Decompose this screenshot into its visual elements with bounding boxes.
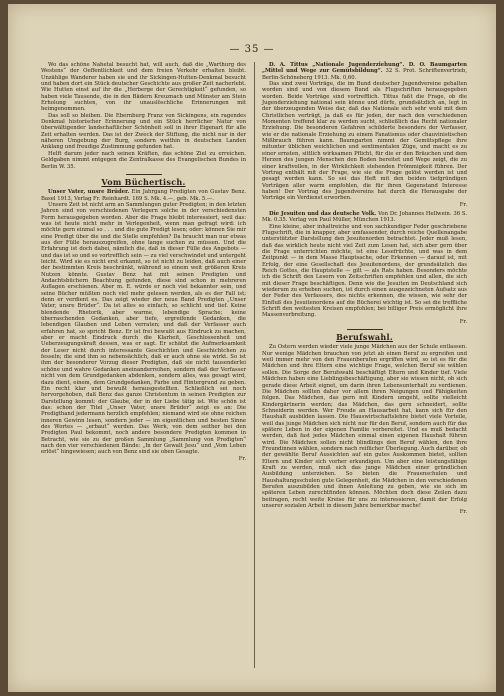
book-entry: [262, 62, 467, 81]
book-title: Die Jesuiten und das deutsche Volk.: [269, 210, 377, 217]
book-title: Unser Vater, unsre Brüder.: [48, 189, 130, 196]
paragraph: Das soll so bleiben. Die Ebernburg Franz von Sickingens, ein ragendes Denkmal historischer Erinnerung und ein Stück herrlicher Natur von überwältigender landschaftlicher Schönheit soll in ihrer Eigenart für alle Zeit erhalten werden. Das ist der Zweck der Stiftung, die nicht nur in der näheren Umgebung der Burg, sondern weithin in deutschen Landen Anklang und freudige Zustimmung gefunden hat.: [41, 112, 246, 151]
signature: Fr.: [459, 318, 467, 325]
book-details: Von Dr. Johannes Hellwein. 36 S. Mk. 0.35. Verlag von Paul Müller, München 1913.: [262, 210, 468, 224]
paragraph: Zu Ostern werden wieder viele junge Mädchen aus der Schule entlassen. Nur wenige Mädchen brauchen von jetzt ab einen Beruf zu ergreifen und weil immer mehr von den Frauenberufen ergriffen wird, so ist es für die Mädchen und ihre Eltern eine wichtige Frage, welchen Beruf sie wählen sollen. Die Sorge der Berufswahl beschäftigt Eltern und Kinder tief. Viele Mädchen haben eine Lieblingsbeschäftigung, aber sie wissen nicht, ob sich gerade diese Arbeit eignet, um darin ihren Lebensunterhalt zu verdienen. Die Mädchen sollten daher vor allem ihren Neigungen und Fähigkeiten folgen. Das Mädchen, das gern mit Kindern umgeht, sollte vielleicht Kindergärtnerin werden; das Mädchen, das gern schneidert, sollte Schneiderin werden. Wer Freude an Hausarbeit hat, kann sich für den Haushalt ausbilden lassen. Die Hauswirtschaftslehre bietet viele Vorteile, weil das junge Mädchen sich nicht nur für den Beruf, sondern auch für das spätere Leben in der eigenen Familie vorbereitet. Und es muß bedacht werden, daß fast jedes Mädchen einmal einen eigenen Haushalt führen wird. Die Mädchen sollen nicht blindlings den Beruf wählen, den ihre Freundinnen wählen, sondern nach reiflicher Überlegung. Auch darüber, ob der gewählte Beruf Aussichten auf ein gutes Auskommen bietet, sollten Eltern und Kinder sich vorher erkundigen. Um aber eine leistungsfähige Kraft zu werden, muß sich das junge Mädchen einer gründlichen Ausbildung unterziehen. So bieten die Frauenschulen und Haushaltungsschulen gute Gelegenheit, die Mädchen in den verschiedenen Berufen auszubilden und ihnen Anleitung zu geben, wie sie sich im späteren Leben zurechtfinden können. Möchten doch diese Zeilen dazu beitragen, recht weite Kreise für uns zu interessieren, damit der Erfolg unserer sozialen Arbeit in diesem Jahre bemerkbar mache!: [262, 344, 467, 510]
signature: Fr.: [459, 509, 467, 516]
paragraph: Das sind zwei Vorträge, die im Bund deutscher Jugendvereine gehalten worden sind und von diesem Bund als Flugschriften herausgegeben worden. Beide Vorträge sind vortrefflich. Tittus faßt die Frage, ob die Jugenderziehung national sein könne und dürfe, grundsätzlich an, legt in der überzeugenden Weise dar, daß das Nationale sich sehr wohl mit dem Christlichen verträgt, ja daß es für jeden, der nach den verschiedenen Momenten treffend klar zu werden sucht, schließlich das Recht nationaler Erziehung. Die besonderen Gefahren schilderte besonders der Verfasser, wie er die nationale Erziehung zu einem Fanatismus oder chauvinistischen Mißbrauch führen kann. Baumgarten nimmt der Gemütspflege ihre mitunter üblichen weichlichen und sentimentalen Züge, und macht es zu einer ernsten, sittlich wirksamen Pflicht, für die er den Bräuchen und dem Herzen des jungen Menschen den Boden bereitet und Wege zeigt, die zu einer kraftvollen, in der Wirklichkeit stehenden Frömmigkeit führen. Der Vortrag enthält mit der Frage, wie sie die Frage gelöst werden ist und gesagt werden kann. So sei das Heft mit den beiden tiefgründigen Vorträgen aller warm empfohlen, die für ihren Gegenstand Interesse haben! Der Vortrag des Jugendvereins hat durch die Herausgabe der Vorträge ein Verdienst erworben.: [262, 81, 467, 202]
book-title: D. A. Tittus „Nationale Jugenderziehung“. D. O. Baumgarten „Mittel und Wege zur Gemütsbildung“.: [262, 62, 467, 75]
column-divider: [254, 62, 255, 668]
separator-rule: [347, 329, 383, 330]
paragraph: Helft darum jeder nach seinen Kräften, das schöne Ziel zu erreichen. Geldgaben nimmt entgegen die Zentralkasse des Evangelischen Bundes in Berlin W. 35.: [41, 150, 246, 170]
signature: Fr.: [459, 201, 467, 208]
paragraph: Wo das schöne Nahetal besucht hat, will auch, daß die „Warthurg des Westens“ der Oeffentlichkeit und dem freien Verkehr erhalten bleibt. Unzählige Wanderer haben sie und ihr Sickingen-Hutten-Denkmal besucht und haben dort ein Stück deutscher Geschichte aus großer Zeit nacherlebt. Wie Hutten einst auf ihr die „Herberge der Gerechtigkeit“ gefunden, so haben viele Tausende, die in den Bädern Kreuznach und Münster am Stein Erholung suchten, von ihr unauslöschliche Erinnerungen mit heimgenommen.: [41, 62, 246, 113]
section-heading-buechertisch: Vom Büchertisch.: [101, 176, 186, 187]
left-column: [41, 62, 246, 465]
document-page: [8, 4, 496, 692]
signature: Fr.: [238, 455, 246, 462]
page-number: — 35 —: [229, 44, 275, 55]
book-entry: [262, 211, 467, 224]
section-heading-berufswahl: Berufswahl.: [336, 332, 393, 343]
separator-rule: [126, 174, 162, 175]
right-column: [262, 62, 467, 519]
book-details: 32 S. Prot. Schriftenvertrieb, Berlin-Schöneberg 1913. Mk. 0,60.: [262, 68, 467, 81]
paragraph: Eine kleine, aber inhaltreiche und von sachkundiger Feder geschriebene Flugschrift, die in knapper, aber umfassender, durch reiche Quellenangabe unterstützter Darstellung den Jesuitenorden betrachtet. Jeder muß lesen, daß das wirklich heute nicht viel Zeit zum Lesen hat, sich aber gern über die Frage unterrichten möchte, ist eine Lesefrüchte, und was in dem Zeitpunkt — in dem Masse Hauptsache, oder Erkennen — darauf ist, mit Erfolg, der eine Gesellschaft des Jesuitenordens, der grundsätzlich das Reich Gottes, die Hauptstelle — gilt — als Rats haben. Besonders möchte ich die Schrift den Lesern von Zeitschriften empfehlen und allen, die sich mit dieser Frage beschäftigen. Denn wie die Jesuiten im Deutschland sich wiederum zu erheben suchen, ist durch einen ausgezeichneten Aufsatz aus der Feder des Verfassers, des nichts erkennen, die wissen, wie sehr der Einfluß des Jesuitenordens auf die Bücherei wichtig ist. So sei die treffliche Schrift den weitesten Kreisen empfohlen; bei billiger Preis ermöglicht ihre Massenverbreitung.: [262, 223, 467, 319]
book-entry: [41, 189, 246, 202]
book-details: Ein Jahrgang Predigten von Gustav Benz. Basel 1913, Verlag Fr. Reinhardt. 169 S. Mk. 4.—, geb. Mk. 5.—.: [41, 189, 246, 202]
paragraph: Unsere Zeit ist nicht arm an Sammlungen guter Predigten; in den letzten Jahren sind von verschiedenen Verlegern solche in der verschiedensten Form herausgegeben worden. Aber die Frage bleibt interessiert, weil das: was ist heute nicht mehr in Verlegenheit, wenn man gefragt wird: ich möchte gern einmal so . . . und die gute Predigt lesen; oder: können Sie mir eine Predigt über die und die Stelle empfehlen? Da braucht man nur etwas aus der Fülle herauszugreifen, ohne lange suchen zu müssen. Und die Erfahrung ist doch dabei, nämlich die, daß in dieser Fülle des Angebots — und das ist so und so vortrefflich sein — zu viel verschwindet und untergeht leicht. Wird sie es nicht erst erkannt, so ist nicht zu leiden, daß auch einer der bestimmten Kreis beschränkt, während so einem weit größeren Kreis Nutzen könnte. Gustav Benz hat mit seinen Predigten und Andachtsbüchern Beachtung gefunden, diese sind schon in mehreren Auflagen erschienen. Aber m. E. würde er noch viel bekannter sein, und seine Bücher müßten noch viel mehr gelesen werden, als es der Fall ist; denn er verdient es. Das zeigt wieder der neue Band Predigten „Unser Vater, unsre Brüder“. Da ist alles so einfach, so schlicht und tief. Keine blendende Rhetorik, aber warme, lebendige Sprache; keine überraschenden Gedanken, aber tiefe, ergreifende Gedanken, die lebendigen Glauben und Leben verraten; und daß der Verfasser auch erfahren hat, so spricht Benz. Er ist frei bewußt aus Eindruck zu machen, aber er macht Eindruck durch die Klarheit, Geschlossenheit und Ueberzeugungskraft dessen, was er sagt. Er schätzt die Aufmerksamkeit der Leser nicht durch interessante Geschichten und Geschichtchen zu fesseln; die sind ihm so nebensächlich, daß er auch ohne sie wirkt. So ist ihm der besonderer Vorzug dieser Predigten, daß sie nicht tausenderlei schöne und wahre Gedanken aneinanderreihen, sondern daß der Verfasser nicht von dem Grundgedanken abdenken, sondern alles, was gesagt wird, dazu dient, einem, dem Grundgedanken, Farbe und Hintergrund zu geben. Ein recht klar und bewußt herausgestellten. Schließlich sei noch hervorgehoben, daß Benz das ganze Christentum in seinen Predigten zur Darstellung kommt: der Glaube, der in der Liebe tätig ist. Wie schön ist das: schon der Titel „Unser Vater, unsre Brüder“ zeigt es an: Die Predigthand jedermann herzlich empfehlen; niemand wird sie ohne reichen inneren Gewinn lesen, sondern jeder — im eigentlichen und besten Sinne des Wortes — „erbaut“ werden. Das Werk, von dem seither bei den Predigten Paul bekommt, noch andere besondere Predigten kommen in Betracht, wie sie zu der großen Sammlung „Sammlung von Predigten“ nach den vier verschiedenen Bände: „In der Gewalt Jesu“ und „Vom Leben erlöst“ hingewiesen; auch von Benz sind sie oben Gesagte.: [41, 201, 246, 456]
